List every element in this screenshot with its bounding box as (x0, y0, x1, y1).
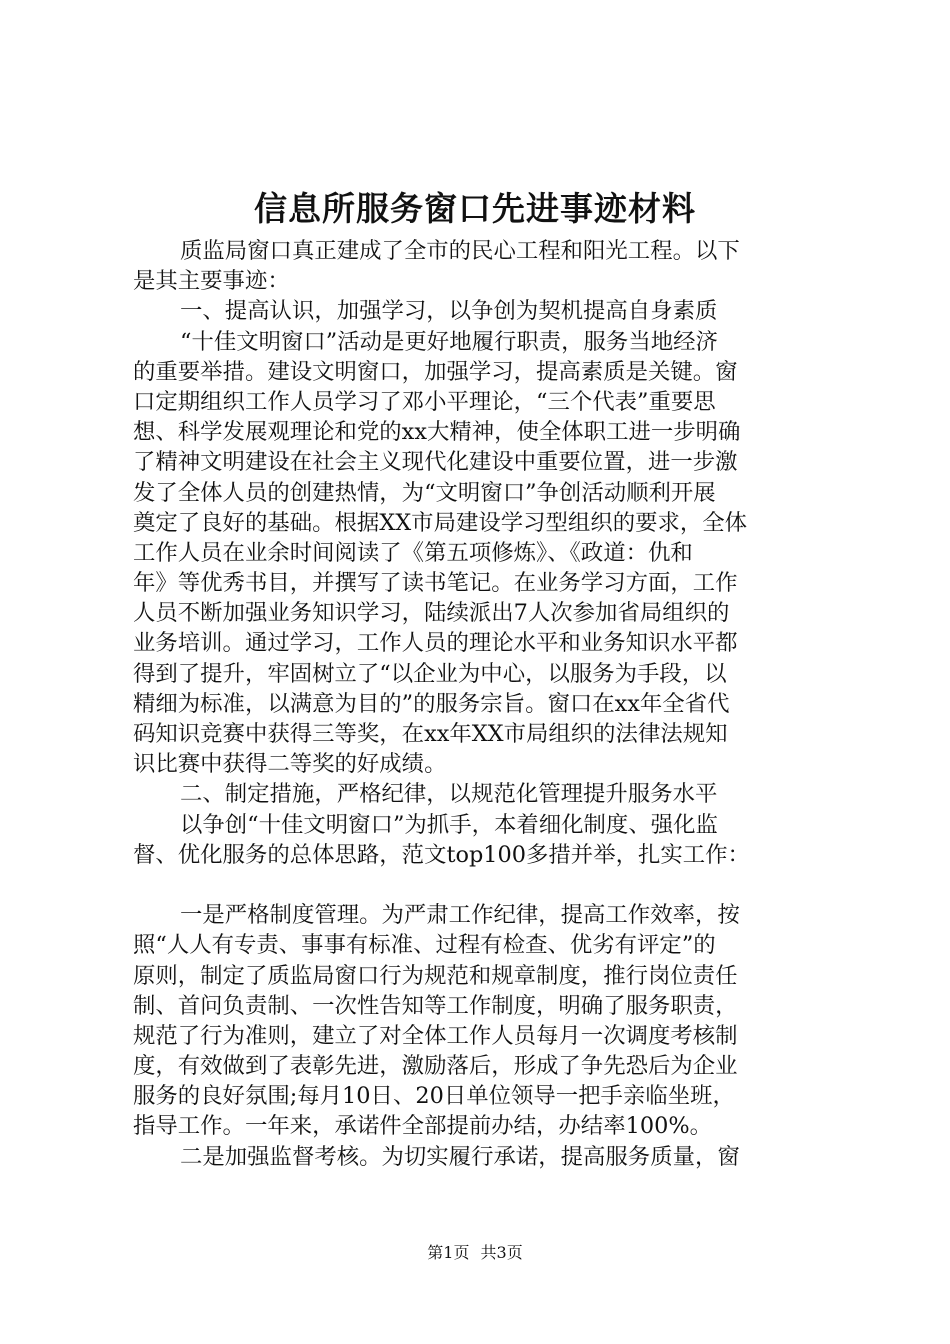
text-line: 指导工作。一年来，承诺件全部提前办结，办结率100%。 (133, 1113, 712, 1140)
text-line: 奠定了良好的基础。根据XX市局建设学习型组织的要求，全体 (133, 509, 748, 536)
text-line: 质监局窗口真正建成了全市的民心工程和阳光工程。以下 (180, 238, 740, 264)
text-line: 工作人员在业余时间阅读了《第五项修炼》、《政道：仇和 (133, 539, 693, 566)
page-number: 第1页 (427, 1243, 470, 1262)
text-line: 识比赛中获得二等奖的好成绩。 (133, 751, 447, 778)
document-body (133, 236, 833, 1172)
page-footer (0, 1242, 950, 1264)
text-line: 度，有效做到了表彰先进，激励落后，形成了争先恐后为企业 (133, 1053, 738, 1080)
text-line: 原则，制定了质监局窗口行为规范和规章制度，推行岗位责任 (133, 962, 738, 989)
text-line: 年》等优秀书目，并撰写了读书笔记。在业务学习方面，工作 (133, 570, 738, 597)
text-line: 码知识竞赛中获得三等奖，在xx年XX市局组织的法律法规知 (133, 721, 728, 747)
text-line: 业务培训。通过学习，工作人员的理论水平和业务知识水平都 (133, 630, 738, 657)
text-line: 一是严格制度管理。为严肃工作纪律，提高工作效率，按 (180, 902, 740, 929)
text-line: 了精神文明建设在社会主义现代化建设中重要位置，进一步激 (133, 449, 738, 476)
text-line: 人员不断加强业务知识学习，陆续派出7人次参加省局组织的 (133, 600, 730, 627)
blank-line (133, 870, 833, 900)
text-line: 二、制定措施，严格纪律，以规范化管理提升服务水平 (180, 781, 718, 808)
text-line: 一、提高认识，加强学习，以争创为契机提高自身素质 (180, 298, 718, 325)
text-line: 制、首问负责制、一次性告知等工作制度，明确了服务职责， (133, 992, 738, 1019)
text-line: 规范了行为准则，建立了对全体工作人员每月一次调度考核制 (133, 1022, 738, 1049)
text-line: 精细为标准，以满意为目的”的服务宗旨。窗口在xx年全省代 (133, 690, 730, 717)
text-line: 督、优化服务的总体思路，范文top100多措并举，扎实工作： (133, 841, 750, 868)
text-line: 想、科学发展观理论和党的xx大精神，使全体职工进一步明确 (133, 419, 741, 446)
text-line: 的重要举措。建设文明窗口，加强学习，提高素质是关键。窗 (133, 358, 738, 385)
page-total: 共3页 (480, 1243, 523, 1262)
text-line: 是其主要事迹： (133, 268, 290, 295)
text-line: 以争创“十佳文明窗口”为抓手，本着细化制度、强化监 (180, 811, 718, 838)
text-line: 服务的良好氛围;每月10日、20日单位领导一把手亲临坐班， (133, 1083, 735, 1110)
text-line: 口定期组织工作人员学习了邓小平理论，“三个代表”重要思 (133, 388, 716, 415)
text-line: 照“人人有专责、事事有标准、过程有检查、优劣有评定”的 (133, 932, 716, 959)
text-line: 发了全体人员的创建热情，为“文明窗口”争创活动顺利开展 (133, 479, 716, 506)
text-line: “十佳文明窗口”活动是更好地履行职责，服务当地经济 (180, 328, 718, 355)
text-line: 得到了提升，牢固树立了“以企业为中心，以服务为手段，以 (133, 660, 727, 687)
document-title: 信息所服务窗口先进事迹材料 (254, 189, 696, 228)
text-line: 二是加强监督考核。为切实履行承诺，提高服务质量，窗 (180, 1143, 740, 1170)
